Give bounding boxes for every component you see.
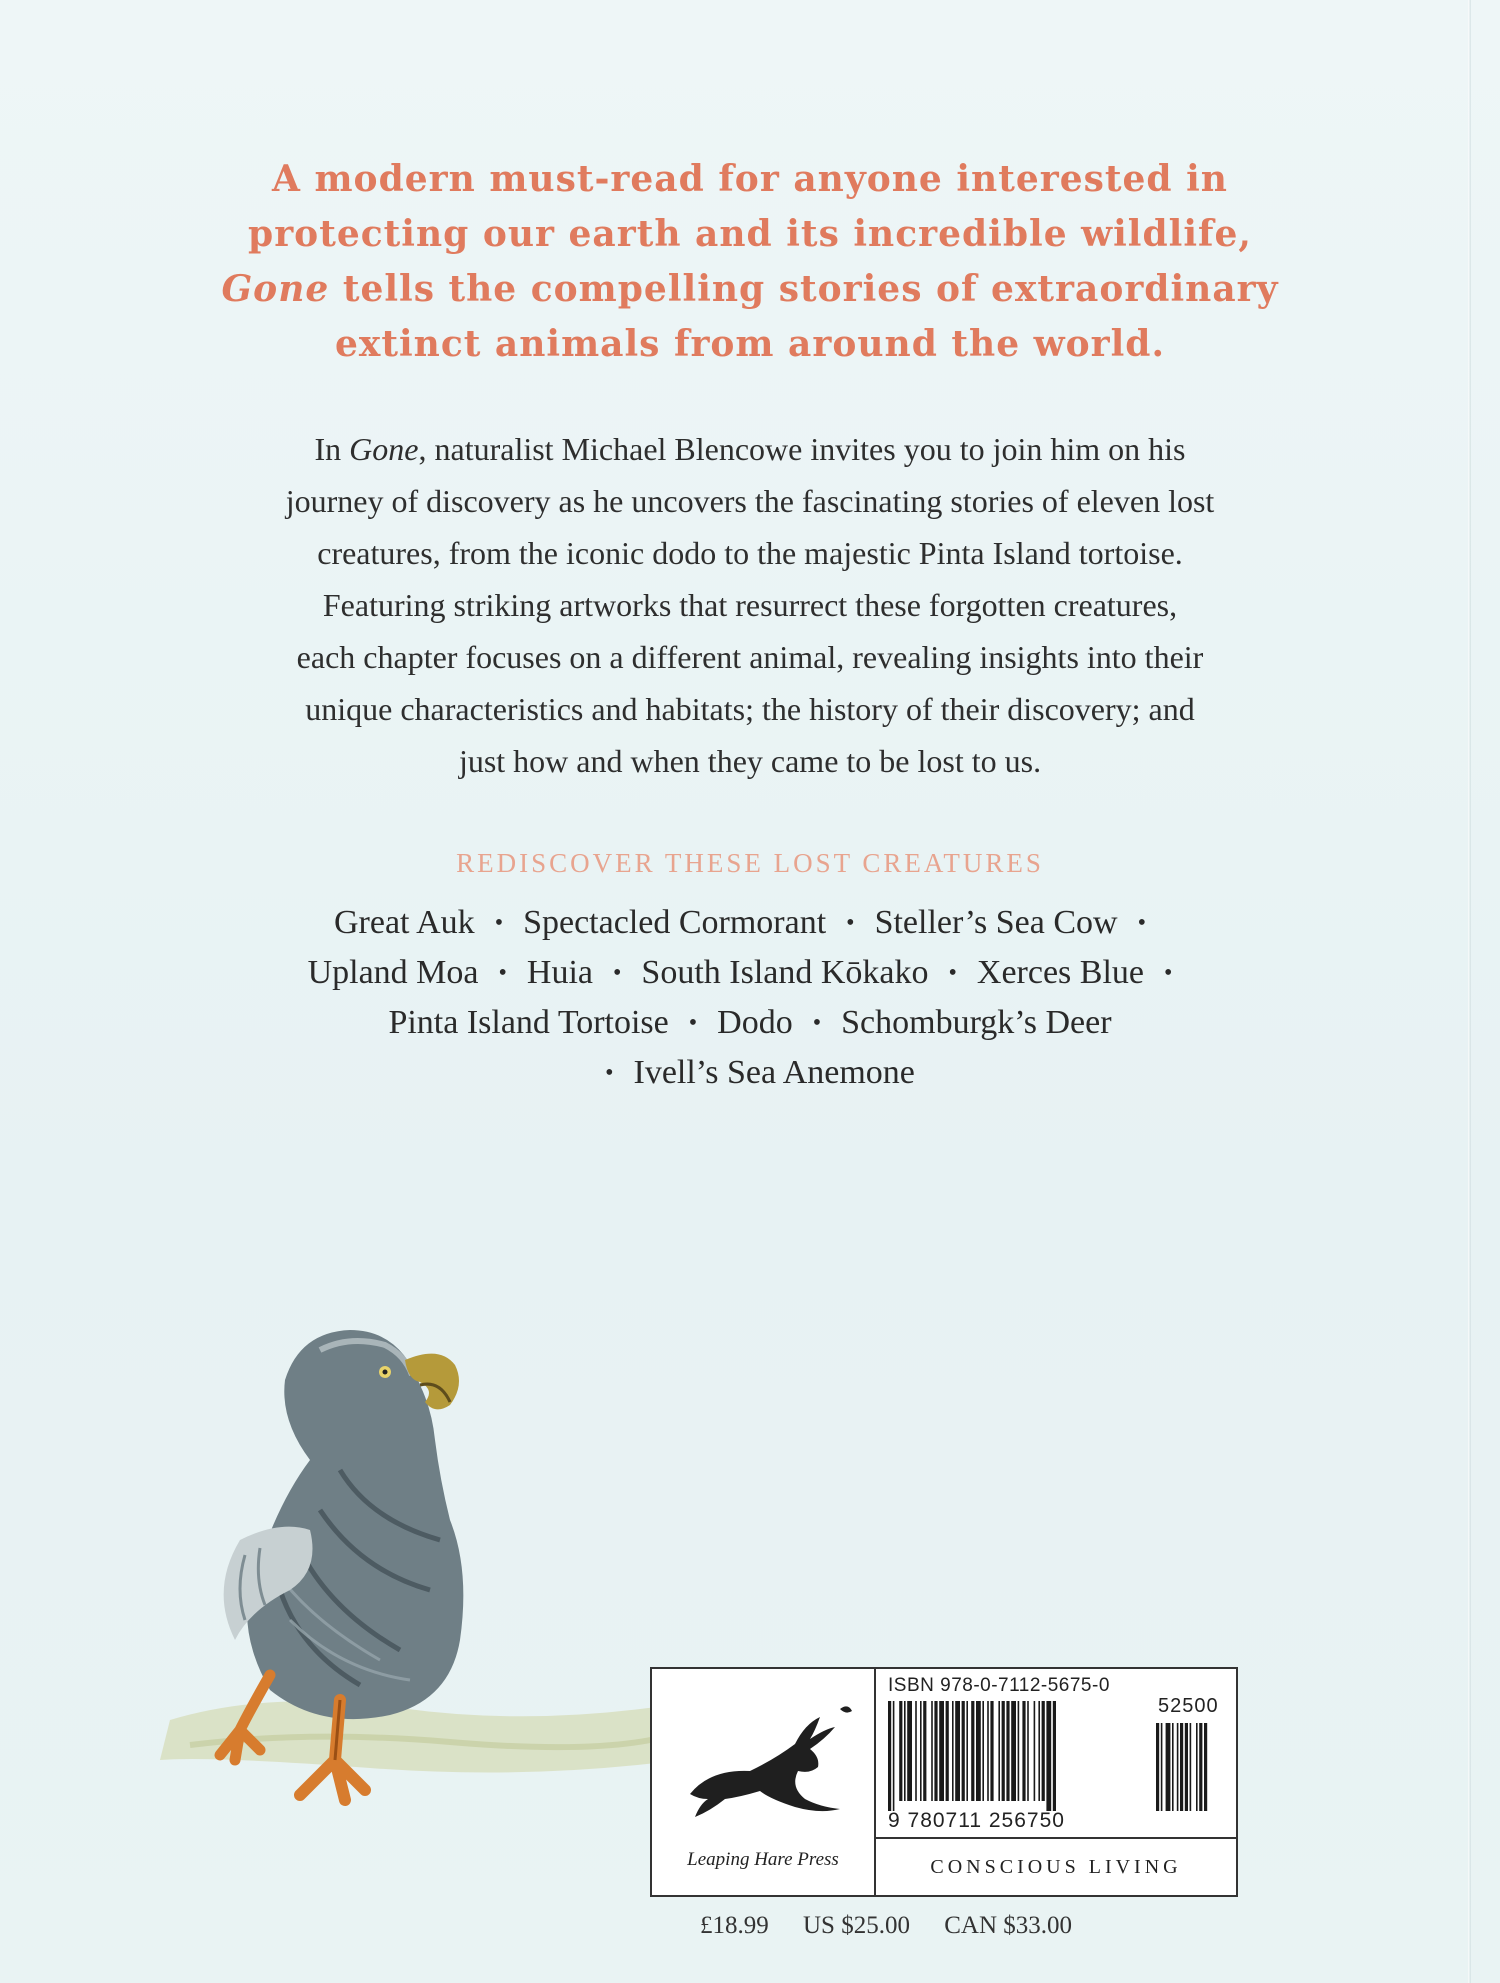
barcode-bar bbox=[915, 1701, 917, 1801]
barcode-bar bbox=[1042, 1701, 1045, 1801]
barcode-bar bbox=[920, 1701, 922, 1801]
barcode-bar bbox=[893, 1701, 895, 1811]
barcode-bar bbox=[946, 1701, 949, 1801]
barcode-bar bbox=[1038, 1701, 1040, 1801]
creature-item: Spectacled Cormorant bbox=[523, 904, 827, 941]
tagline-line-1: A modern must-read for anyone interested in bbox=[272, 158, 1228, 200]
bullet-separator: • bbox=[1137, 910, 1146, 936]
creature-row-3 bbox=[120, 998, 1380, 1048]
addon-bar bbox=[1172, 1723, 1174, 1811]
bullet-separator: • bbox=[846, 910, 855, 936]
tagline-line-3 bbox=[150, 262, 1350, 317]
description-line-3: creatures, from the iconic dodo to the majestic Pinta Island tortoise. bbox=[317, 535, 1183, 571]
description-line-7: just how and when they came to be lost to us. bbox=[458, 743, 1042, 779]
barcode-bar bbox=[1046, 1701, 1051, 1811]
addon-bar bbox=[1185, 1723, 1188, 1811]
bullet-separator: • bbox=[494, 910, 504, 936]
barcode-bar bbox=[934, 1701, 937, 1801]
description-line-1-post: , naturalist Michael Blencowe invites you to join him on his bbox=[418, 431, 1186, 467]
cover-edge bbox=[1468, 0, 1471, 1983]
description-line-1 bbox=[110, 423, 1390, 475]
publisher-cell bbox=[652, 1669, 876, 1895]
price-line bbox=[700, 1912, 1200, 1940]
barcode-bar bbox=[1006, 1701, 1009, 1801]
price-usd: US $25.00 bbox=[803, 1912, 910, 1939]
bullet-separator: • bbox=[812, 1010, 822, 1036]
publisher-name: Leaping Hare Press bbox=[687, 1849, 839, 1870]
hare-icon bbox=[670, 1699, 860, 1829]
addon-bar bbox=[1161, 1723, 1163, 1811]
barcode-bar bbox=[952, 1701, 954, 1801]
book-title: Gone bbox=[221, 268, 330, 310]
creature-item: South Island Kōkako bbox=[641, 954, 929, 991]
barcode-bar bbox=[987, 1701, 989, 1801]
barcode-bar bbox=[907, 1701, 912, 1801]
series-cell bbox=[876, 1839, 1236, 1895]
dodo-illustration bbox=[150, 1290, 710, 1850]
bullet-separator: • bbox=[605, 1060, 614, 1086]
bullet-separator: • bbox=[1164, 960, 1173, 986]
barcode-bar bbox=[998, 1701, 1000, 1801]
price-cad: CAN $33.00 bbox=[944, 1912, 1073, 1939]
price-gbp: £18.99 bbox=[700, 1912, 769, 1939]
description-line-2: journey of discovery as he uncovers the fascinating stories of eleven lost bbox=[285, 483, 1215, 519]
barcode-bar bbox=[982, 1701, 984, 1801]
creature-item: Pinta Island Tortoise bbox=[388, 1004, 669, 1041]
description-line-6: unique characteristics and habitats; the history of their discovery; and bbox=[305, 691, 1195, 727]
isbn-label: ISBN 978-0-7112-5675-0 bbox=[888, 1675, 1110, 1696]
addon-bar bbox=[1196, 1723, 1198, 1811]
addon-bar bbox=[1156, 1723, 1159, 1811]
creature-row-4 bbox=[120, 1048, 1380, 1098]
barcode-bar bbox=[966, 1701, 968, 1801]
price-code: 52500 bbox=[1158, 1695, 1219, 1717]
barcode-bar bbox=[1034, 1701, 1036, 1801]
barcode-bar bbox=[971, 1701, 974, 1801]
barcode-bar bbox=[1027, 1701, 1029, 1801]
barcode-bar bbox=[1002, 1701, 1005, 1801]
isbn-cell bbox=[876, 1669, 1236, 1839]
barcode-bar bbox=[888, 1701, 891, 1811]
barcode-bar bbox=[899, 1701, 902, 1801]
barcode-bar bbox=[931, 1701, 933, 1801]
description-line-4: Featuring striking artworks that resurrect these forgotten creatures, bbox=[322, 587, 1178, 623]
addon-bar bbox=[1190, 1723, 1192, 1811]
creature-list bbox=[120, 898, 1380, 1098]
isbn-digits: 9 780711 256750 bbox=[888, 1809, 1065, 1832]
addon-bar bbox=[1180, 1723, 1183, 1811]
barcode-bar bbox=[976, 1701, 981, 1801]
addon-bar bbox=[1166, 1723, 1171, 1811]
creature-item: Schomburgk’s Deer bbox=[841, 1004, 1112, 1041]
barcode-bar bbox=[1018, 1701, 1020, 1801]
book-title-inline: Gone bbox=[349, 431, 419, 467]
addon-bar bbox=[1204, 1723, 1207, 1811]
creature-row-1 bbox=[120, 898, 1380, 948]
barcode-bar bbox=[1022, 1701, 1025, 1801]
barcode-bar bbox=[1011, 1701, 1016, 1801]
addon-bar bbox=[1199, 1723, 1202, 1811]
bullet-separator: • bbox=[688, 1010, 698, 1036]
creature-item: Dodo bbox=[717, 1004, 793, 1041]
tagline-line-2: protecting our earth and its incredible wildlife, bbox=[248, 213, 1252, 255]
creature-row-2 bbox=[120, 948, 1380, 998]
bullet-separator: • bbox=[498, 960, 507, 986]
description-line-5: each chapter focuses on a different animal, revealing insights into their bbox=[296, 639, 1204, 675]
barcode-bar bbox=[962, 1701, 965, 1801]
creature-item: Steller’s Sea Cow bbox=[874, 904, 1118, 941]
tagline bbox=[150, 152, 1350, 372]
creature-item: Upland Moa bbox=[307, 954, 479, 991]
creature-item: Xerces Blue bbox=[976, 954, 1145, 991]
addon-bar bbox=[1177, 1723, 1179, 1811]
tagline-line-4: extinct animals from around the world. bbox=[334, 323, 1166, 365]
creature-item: Huia bbox=[526, 954, 593, 991]
series-name: CONSCIOUS LIVING bbox=[930, 1856, 1182, 1878]
barcode-bar bbox=[955, 1701, 960, 1801]
bullet-separator: • bbox=[948, 960, 957, 986]
section-heading: REDISCOVER THESE LOST CREATURES bbox=[456, 848, 1044, 878]
barcode-bar bbox=[1053, 1701, 1056, 1811]
tagline-line-3-rest: tells the compelling stories of extraordinary bbox=[329, 268, 1279, 310]
creature-item: Ivell’s Sea Anemone bbox=[633, 1054, 915, 1091]
creature-item: Great Auk bbox=[334, 904, 475, 941]
barcode-block bbox=[650, 1667, 1238, 1897]
bullet-separator: • bbox=[613, 960, 622, 986]
barcode-bar bbox=[939, 1701, 944, 1801]
description-line-1-pre: In bbox=[314, 431, 350, 467]
barcode-bar bbox=[904, 1701, 906, 1801]
barcode-bar bbox=[990, 1701, 993, 1801]
barcode-bar bbox=[923, 1701, 926, 1801]
description bbox=[110, 423, 1390, 787]
